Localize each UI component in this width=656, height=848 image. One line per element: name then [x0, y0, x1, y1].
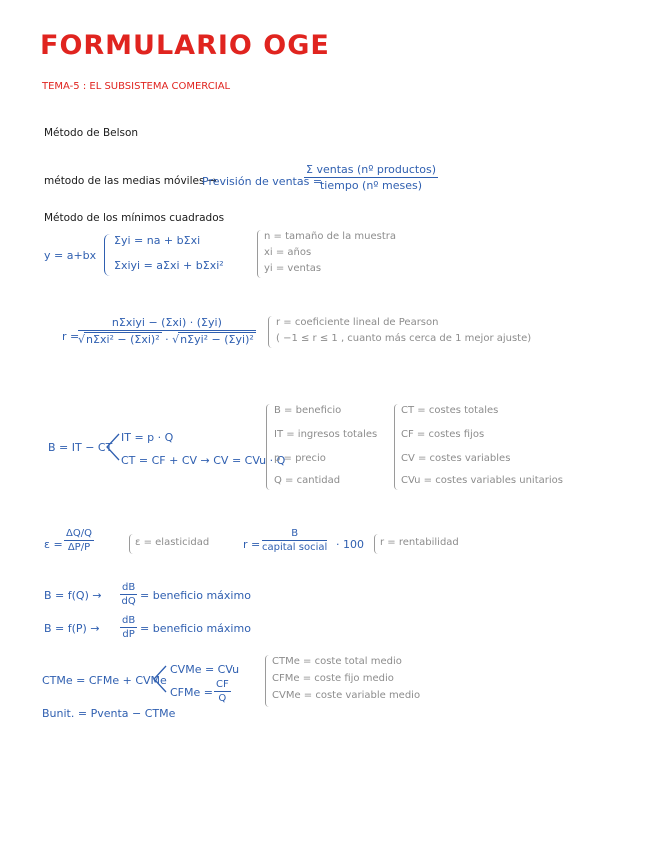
total-revenue-eq: IT = p · Q [121, 431, 174, 444]
profit-equation: B = IT − CT [48, 441, 113, 454]
note-pearson: r = coeficiente lineal de Pearson [276, 317, 439, 328]
profitability-note-bracket [374, 534, 379, 554]
cost-notes-bracket [394, 404, 400, 490]
branch-chevron [105, 432, 121, 462]
pearson-fraction [78, 316, 256, 346]
pearson-denominator-b: nΣyi² − (Σyi)² [180, 333, 254, 346]
profitability-lhs: r = [243, 538, 261, 551]
pearson-notes-bracket [268, 316, 274, 348]
note-years: xi = años [264, 247, 312, 258]
sales-forecast-fraction [304, 163, 438, 192]
avg-variable-cost-eq: CVMe = CVu [170, 663, 240, 676]
moving-average-heading: método de las medias móviles → [44, 175, 217, 187]
note-avg-fixed-cost: CFMe = coste fijo medio [272, 673, 394, 684]
max-profit-p-lhs: B = f(P) → [44, 622, 100, 635]
max-profit-q-lhs: B = f(Q) → [44, 589, 102, 602]
normal-equation-2: Σxiyi = aΣxi + bΣxi² [114, 259, 224, 272]
regression-line: y = a+bx [44, 249, 97, 262]
avg-fixed-cost-lhs: CFMe = [170, 686, 213, 699]
pearson-lhs: r = [62, 330, 80, 343]
derivative-dp [120, 615, 137, 640]
average-cost-notes-bracket [265, 655, 271, 707]
pearson-denominator-a: nΣxi² − (Σxi)² [86, 333, 160, 346]
average-cost-chevron [152, 664, 168, 694]
derivative-dq-num: dB [122, 582, 136, 593]
max-profit-q-rhs: = beneficio máximo [140, 589, 251, 602]
profitability-numerator: B [262, 528, 327, 541]
pearson-denominator: √nΣxi² − (Σxi)² · √nΣyi² − (Σyi)² [78, 333, 254, 346]
profitability-fraction [262, 528, 327, 553]
derivative-dp-num: dB [122, 615, 136, 626]
note-fixed-costs: CF = costes fijos [401, 429, 485, 440]
elasticity-denominator: ΔP/P [67, 542, 91, 553]
max-profit-p-rhs: = beneficio máximo [140, 622, 251, 635]
note-variable-costs: CV = costes variables [401, 453, 511, 464]
sales-forecast-lhs: Previsión de ventas = [202, 175, 323, 188]
normal-equation-1: Σyi = na + bΣxi [114, 234, 201, 247]
unit-profit-eq: Bunit. = Pventa − CTMe [42, 707, 176, 720]
least-squares-heading: Método de los mínimos cuadrados [44, 212, 225, 224]
page-subtitle: TEMA-5 : EL SUBSISTEMA COMERCIAL [42, 81, 231, 92]
note-price: p = precio [274, 453, 326, 464]
note-unit-variable-costs: CVu = costes variables unitarios [401, 475, 563, 486]
note-avg-total-cost: CTMe = coste total medio [272, 656, 402, 667]
note-profitability: r = rentabilidad [380, 537, 459, 548]
note-total-income: IT = ingresos totales [274, 429, 378, 440]
avg-fixed-cost-num: CF [216, 679, 229, 690]
pearson-denominator-dot: · [165, 333, 169, 346]
derivative-dp-den: dP [122, 629, 135, 640]
sales-forecast-denominator: tiempo (nº meses) [319, 179, 422, 192]
avg-fixed-cost-den: Q [218, 693, 227, 704]
elasticity-note-bracket [129, 534, 134, 554]
note-elasticity: ε = elasticidad [135, 537, 210, 548]
note-avg-variable-cost: CVMe = coste variable medio [272, 690, 421, 701]
note-pearson-range: ( −1 ≤ r ≤ 1 , cuanto más cerca de 1 mejor ajuste) [276, 333, 532, 344]
note-sales: yi = ventas [264, 263, 322, 274]
profit-notes-bracket [266, 404, 272, 490]
elasticity-numerator: ΔQ/Q [66, 528, 92, 539]
page-title: FORMULARIO OGE [40, 30, 330, 61]
least-squares-notes-bracket [257, 230, 263, 278]
belson-heading: Método de Belson [44, 127, 139, 139]
total-cost-eq: CT = CF + CV → CV = CVu · Q [121, 454, 286, 467]
profitability-denominator: capital social [262, 542, 328, 553]
note-profit: B = beneficio [274, 405, 342, 416]
profitability-times-100: · 100 [336, 538, 364, 551]
note-sample-size: n = tamaño de la muestra [264, 231, 396, 242]
note-total-costs: CT = costes totales [401, 405, 499, 416]
derivative-dq [120, 582, 137, 607]
note-quantity: Q = cantidad [274, 475, 341, 486]
avg-fixed-cost-fraction [214, 679, 231, 704]
derivative-dq-den: dQ [121, 596, 136, 607]
pearson-numerator: nΣxiyi − (Σxi) · (Σyi) [78, 316, 256, 331]
average-cost-eq: CTMe = CFMe + CVMe [42, 674, 167, 687]
sales-forecast-numerator: Σ ventas (nº productos) [306, 163, 436, 176]
system-brace [104, 234, 111, 276]
elasticity-fraction [64, 528, 94, 553]
elasticity-lhs: ε = [44, 538, 63, 551]
